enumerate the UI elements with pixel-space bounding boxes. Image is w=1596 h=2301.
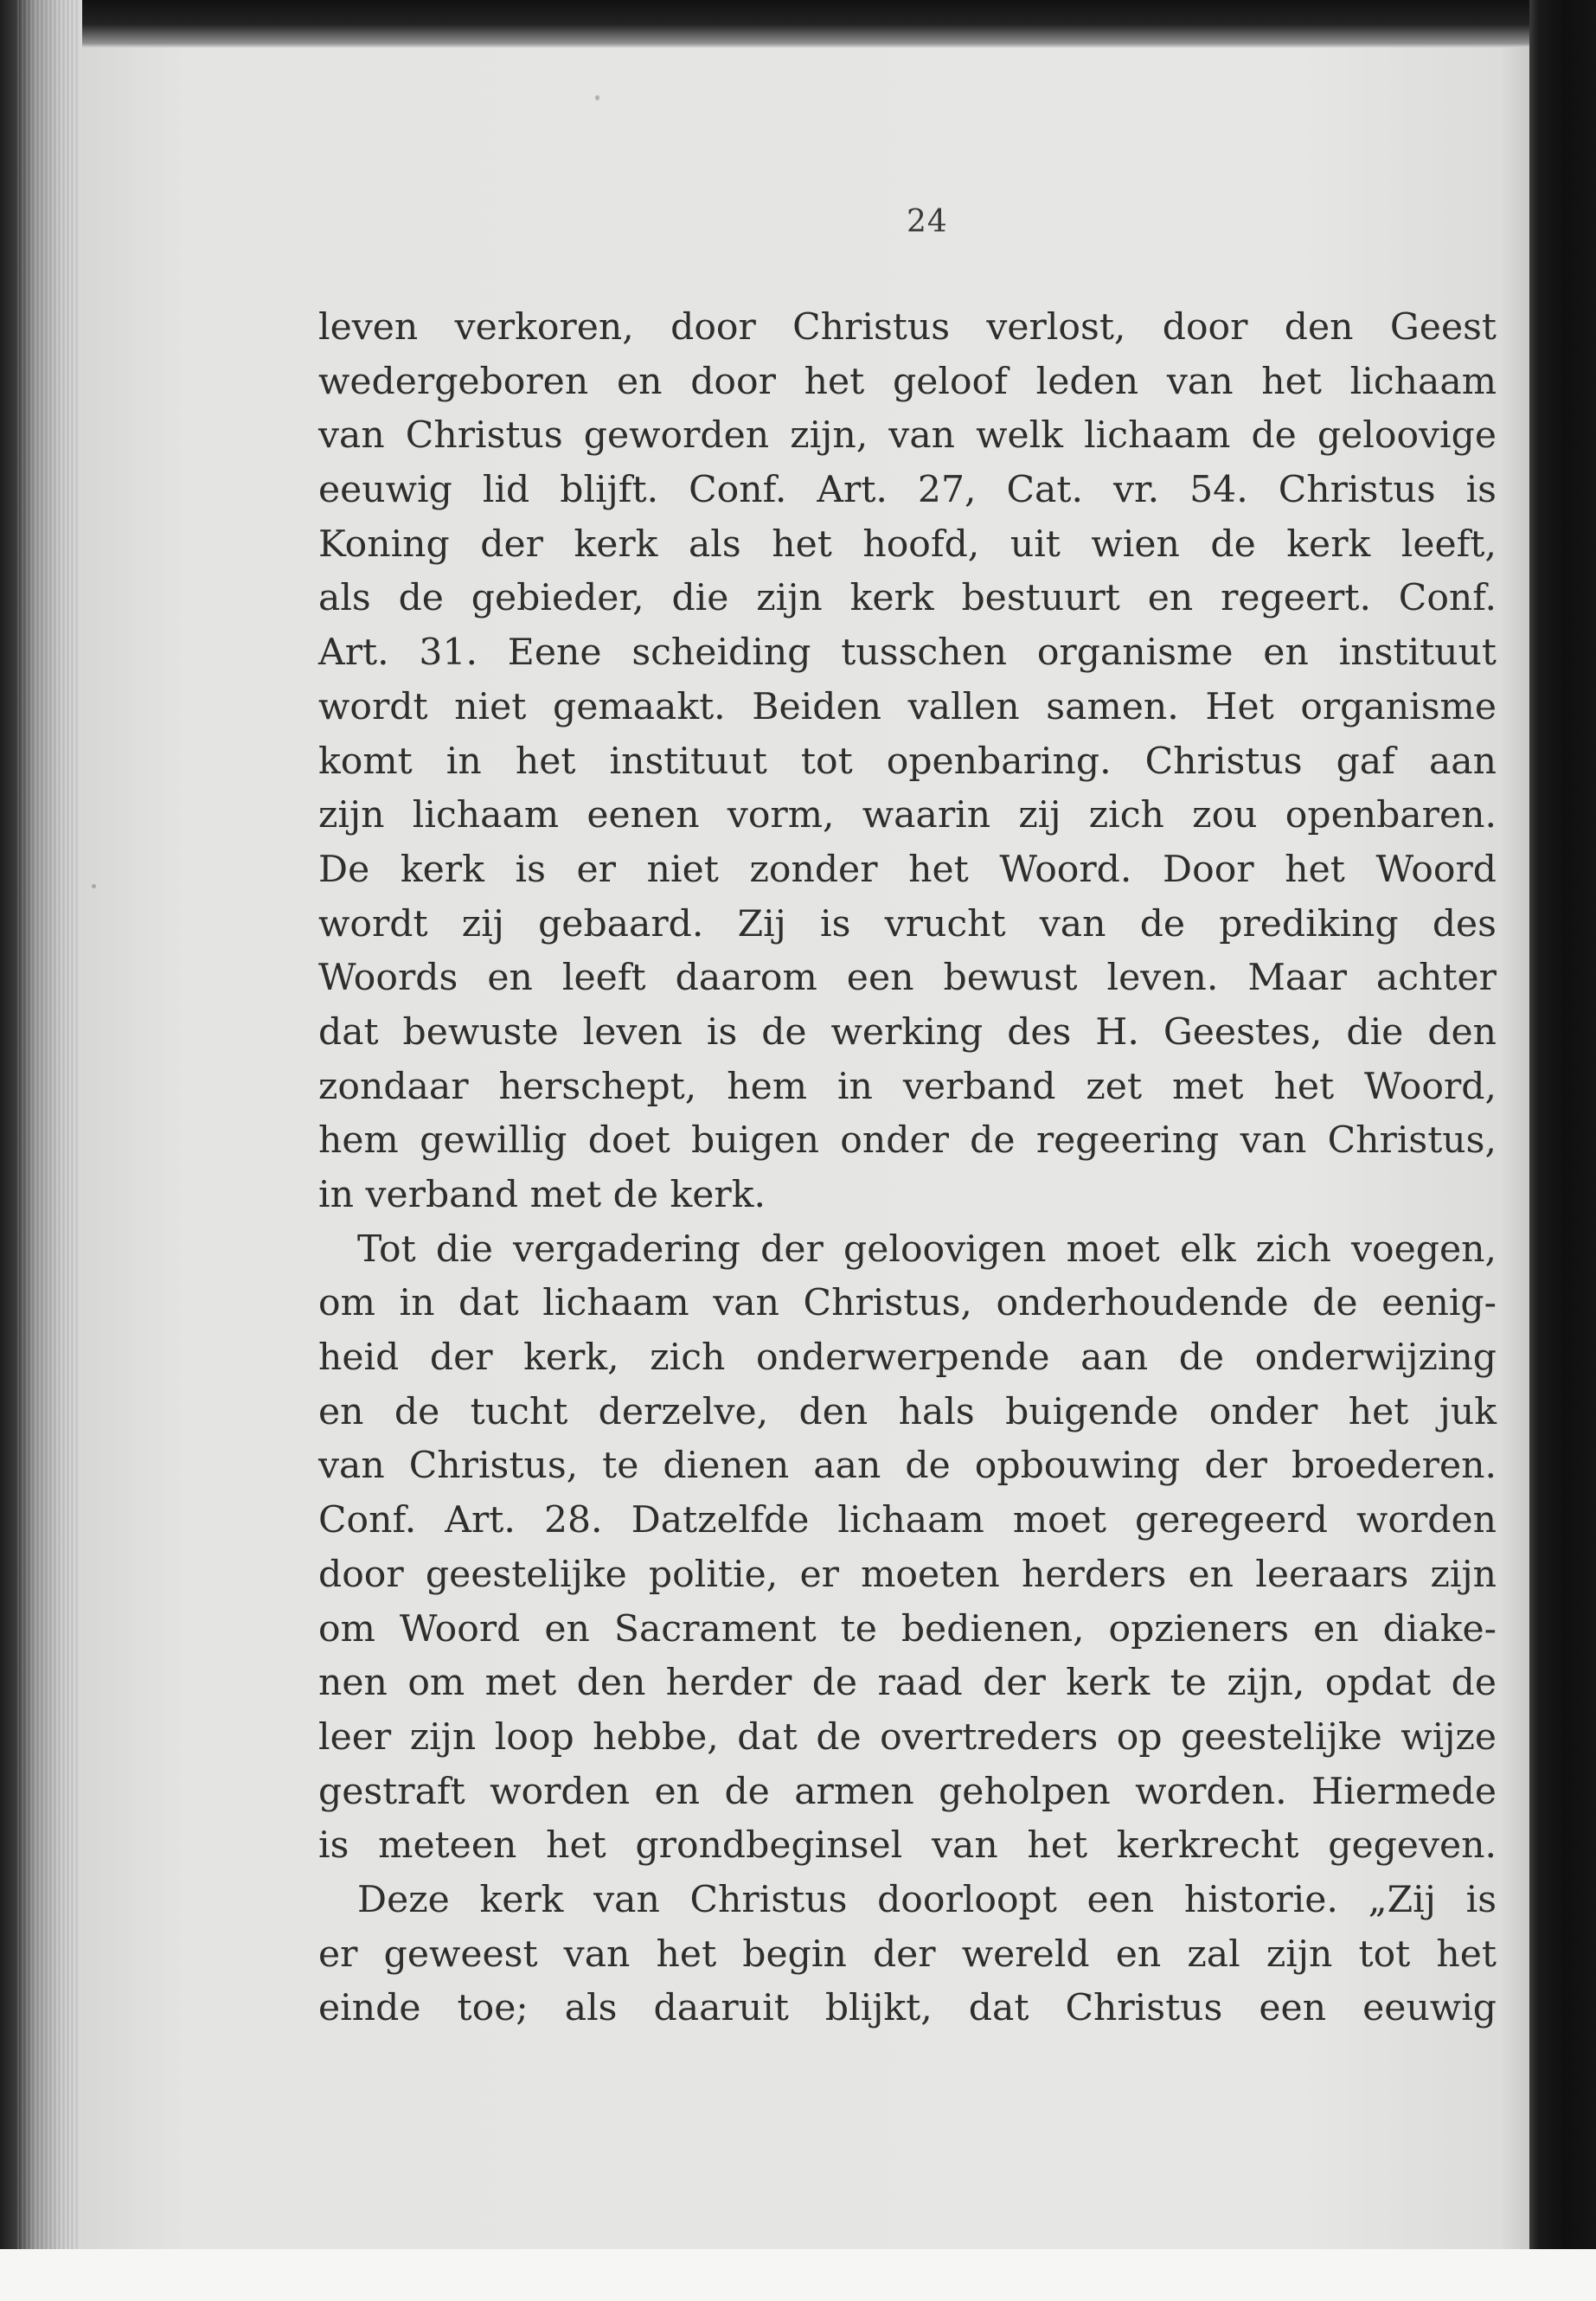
text-line: eeuwig lid blijft. Conf. Art. 27, Cat. vr. 54. Christus is	[318, 469, 1497, 512]
text-line: als de gebieder, die zijn kerk bestuurt en regeert. Conf.	[318, 577, 1497, 620]
scan-bottom-edge	[0, 2249, 1596, 2301]
text-line: Woords en leeft daarom een bewust leven. Maar achter	[318, 957, 1497, 1000]
paper-speck	[92, 884, 96, 888]
text-line: heid der kerk, zich onderwerpende aan de onderwijzing	[318, 1336, 1497, 1380]
body-text	[318, 301, 1497, 2036]
text-line: einde toe; als daaruit blijkt, dat Christus een eeuwig	[318, 1987, 1497, 2030]
text-line: zijn lichaam eenen vorm, waarin zij zich zou openbaren.	[318, 794, 1497, 837]
text-line: komt in het instituut tot openbaring. Christus gaf aan	[318, 740, 1497, 783]
text-line: wedergeboren en door het geloof leden van het lichaam	[318, 360, 1497, 403]
text-line: leven verkoren, door Christus verlost, door den Geest	[318, 306, 1497, 349]
text-line: gestraft worden en de armen geholpen worden. Hiermede	[318, 1770, 1497, 1813]
text-line: om in dat lichaam van Christus, onderhoudende de eenig-	[318, 1282, 1497, 1325]
text-line: wordt zij gebaard. Zij is vrucht van de prediking des	[318, 902, 1497, 945]
paper-speck	[595, 95, 599, 100]
text-line: zondaar herschept, hem in verband zet met het Woord,	[318, 1065, 1497, 1108]
text-line: er geweest van het begin der wereld en zal zijn tot het	[318, 1932, 1497, 1976]
text-line: wordt niet gemaakt. Beiden vallen samen. Het organisme	[318, 685, 1497, 728]
text-line: Art. 31. Eene scheiding tusschen organisme en instituut	[318, 631, 1497, 675]
text-line: in verband met de kerk.	[318, 1174, 766, 1216]
text-line: van Christus geworden zijn, van welk lichaam de geloovige	[318, 414, 1497, 458]
book-page-edges	[0, 0, 82, 2301]
text-line: is meteen het grondbeginsel van het kerkrecht gegeven.	[318, 1824, 1497, 1868]
scan-top-edge	[0, 0, 1596, 48]
scan-right-edge	[1529, 0, 1596, 2301]
text-line: om Woord en Sacrament te bedienen, opzieners en diake-	[318, 1607, 1497, 1650]
text-line: hem gewillig doet buigen onder de regeering van Christus,	[318, 1119, 1497, 1163]
page-number: 24	[907, 204, 948, 240]
text-line: Koning der kerk als het hoofd, uit wien de kerk leeft,	[318, 522, 1497, 566]
text-line: dat bewuste leven is de werking des H. Geestes, die den	[318, 1010, 1497, 1054]
text-line: Tot die vergadering der geloovigen moet elk zich voegen,	[357, 1227, 1497, 1271]
text-line: De kerk is er niet zonder het Woord. Door het Woord	[318, 848, 1497, 891]
text-line: van Christus, te dienen aan de opbouwing der broederen.	[318, 1445, 1497, 1488]
text-line: Conf. Art. 28. Datzelfde lichaam moet geregeerd worden	[318, 1499, 1497, 1542]
text-line: en de tucht derzelve, den hals buigende onder het juk	[318, 1390, 1497, 1433]
text-line: nen om met den herder de raad der kerk te zijn, opdat de	[318, 1662, 1497, 1705]
text-line: leer zijn loop hebbe, dat de overtreders op geestelijke wijze	[318, 1715, 1497, 1759]
text-line: door geestelijke politie, er moeten herders en leeraars zijn	[318, 1553, 1497, 1596]
text-line: Deze kerk van Christus doorloopt een historie. „Zij is	[357, 1878, 1497, 1921]
